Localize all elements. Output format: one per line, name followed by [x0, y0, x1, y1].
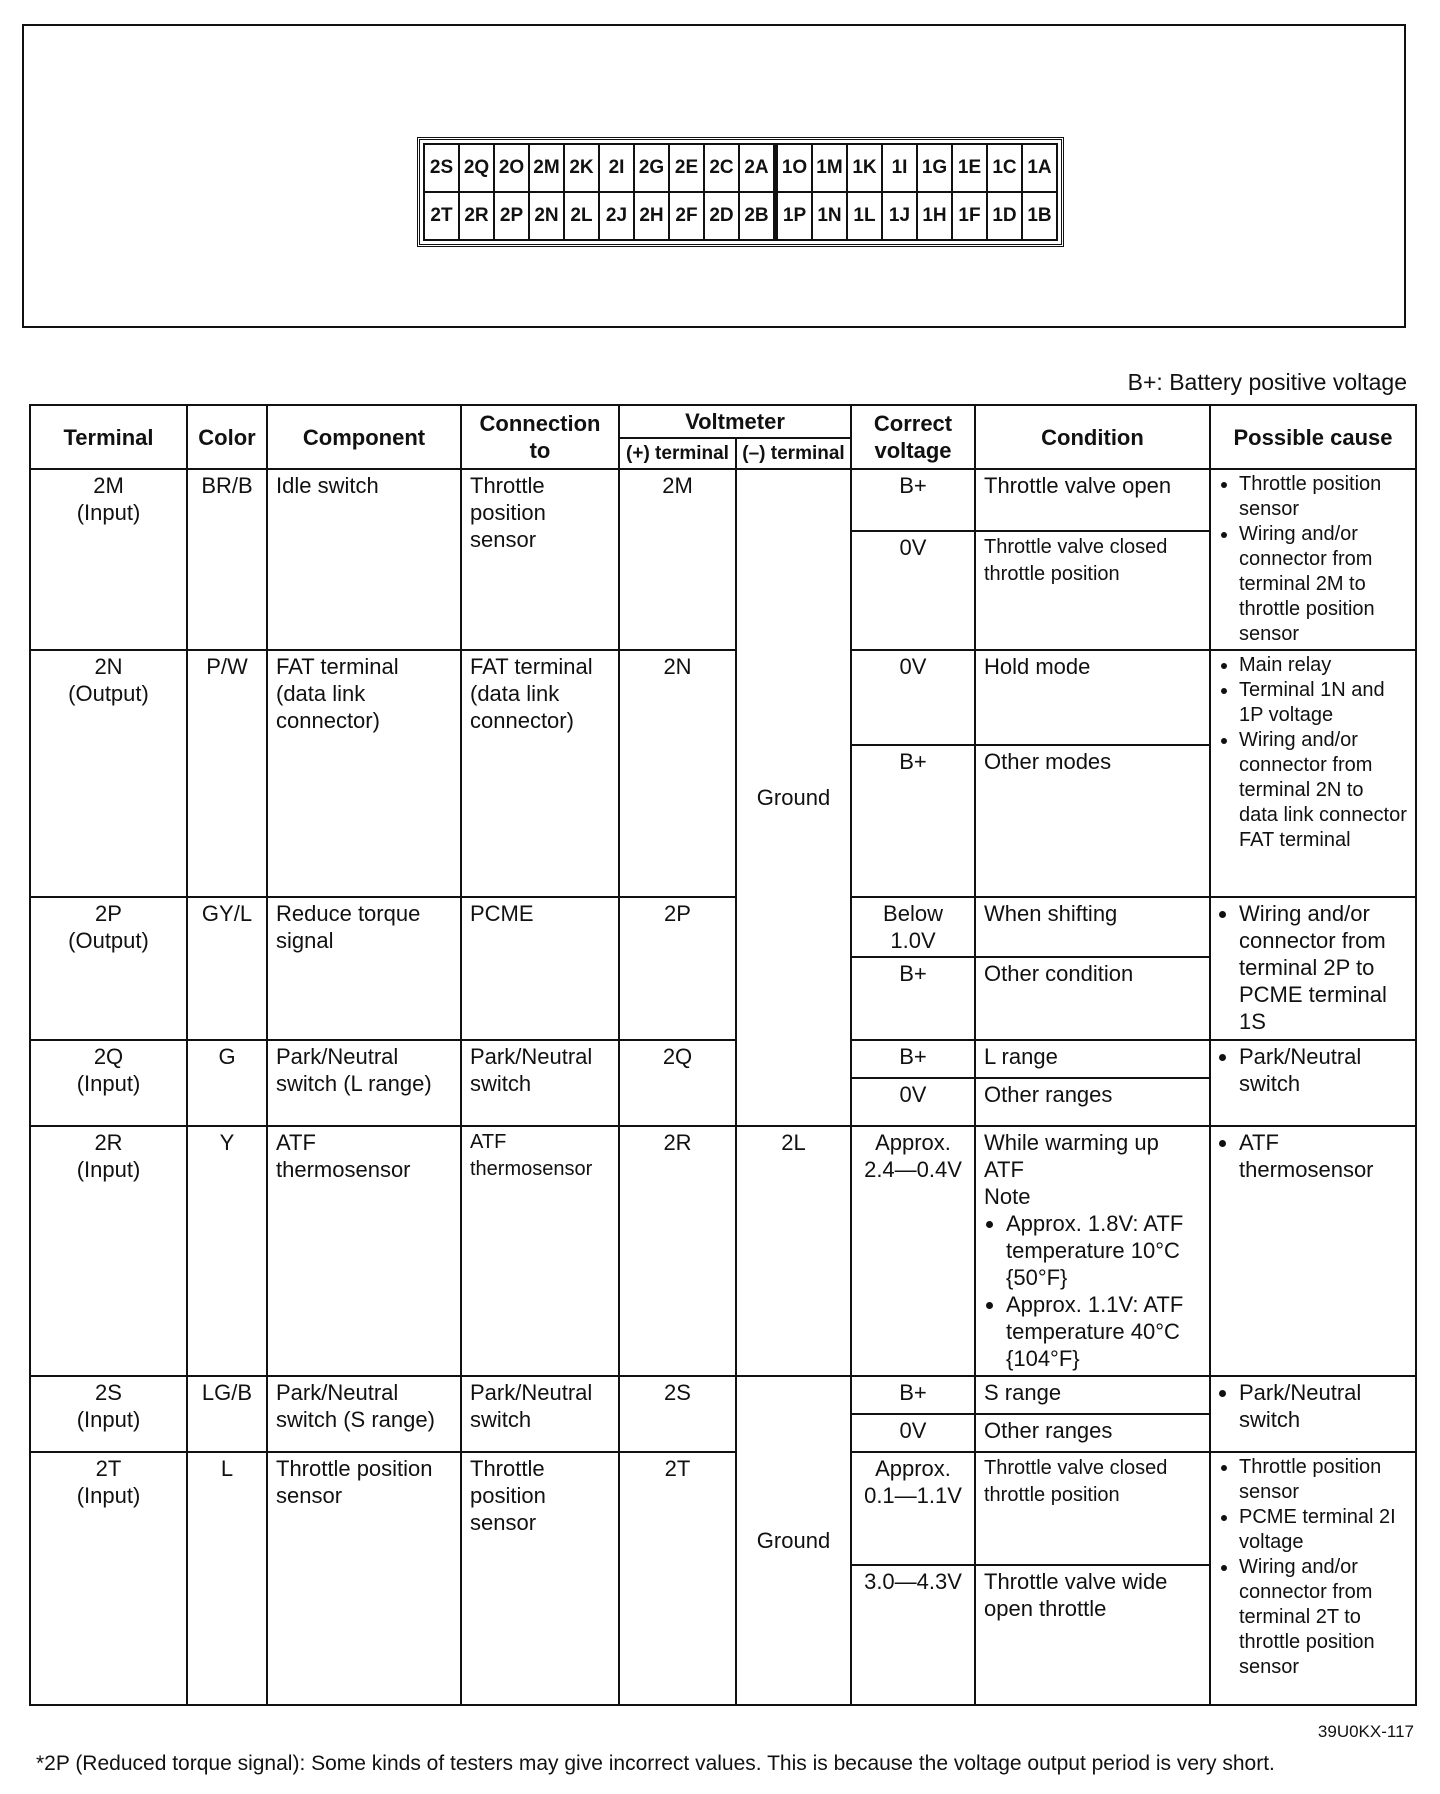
cause-item: • Main relay [1239, 653, 1407, 678]
color-cell: BR/B [187, 469, 267, 650]
color-cell: LG/B [187, 1376, 267, 1452]
pin: 1N [812, 192, 847, 240]
terminal-cell: 2N (Output) [30, 650, 187, 897]
plus-terminal-cell: 2S [619, 1376, 736, 1452]
header-terminal: Terminal [30, 405, 187, 469]
pin: 2M [529, 144, 564, 192]
voltage-cell: B+ [851, 469, 975, 531]
pin: 2B [739, 192, 776, 240]
pin: 2G [634, 144, 669, 192]
pin: 2N [529, 192, 564, 240]
color-cell: G [187, 1040, 267, 1126]
pin: 2R [459, 192, 494, 240]
pin: 2L [564, 192, 599, 240]
cause-item: • Wiring and/or connector from terminal 2T to throttle position sensor [1239, 1555, 1407, 1680]
connection-cell: PCME [461, 897, 619, 1040]
pin: 2A [739, 144, 776, 192]
component-cell: ATF thermosensor [267, 1126, 461, 1376]
header-possible-cause: Possible cause [1210, 405, 1416, 469]
pin: 1D [987, 192, 1022, 240]
component-cell: FAT terminal (data link connector) [267, 650, 461, 897]
pin: 1G [917, 144, 952, 192]
minus-terminal-ground-cell: Ground [736, 1376, 851, 1705]
pin: 2T [424, 192, 459, 240]
voltage-cell: 0V [851, 1078, 975, 1126]
component-cell: Throttle position sensor [267, 1452, 461, 1705]
header-connection-to: Connection to [461, 405, 619, 469]
note-item: • Approx. 1.1V: ATF temperature 40°C {104°F} [1006, 1291, 1201, 1372]
cause-item: • Park/Neutral switch [1239, 1043, 1407, 1097]
header-minus-terminal: (–) terminal [736, 438, 851, 469]
condition-cell: Other ranges [975, 1414, 1210, 1452]
pin: 1E [952, 144, 987, 192]
cause-cell [1210, 1376, 1416, 1452]
terminal-cell: 2M (Input) [30, 469, 187, 650]
color-cell: L [187, 1452, 267, 1705]
terminal-inspection-table [29, 404, 1417, 1706]
plus-terminal-cell: 2M [619, 469, 736, 650]
pin: 2J [599, 192, 634, 240]
pin: 1J [882, 192, 917, 240]
header-color: Color [187, 405, 267, 469]
connector-diagram-frame [22, 24, 1406, 328]
plus-terminal-cell: 2Q [619, 1040, 736, 1126]
voltage-cell: Below 1.0V [851, 897, 975, 957]
cause-cell [1210, 1126, 1416, 1376]
cause-cell [1210, 469, 1416, 650]
header-component: Component [267, 405, 461, 469]
pin: 1C [987, 144, 1022, 192]
condition-cell: S range [975, 1376, 1210, 1414]
voltage-cell: 0V [851, 650, 975, 745]
voltage-cell: 0V [851, 531, 975, 650]
pin: 1F [952, 192, 987, 240]
pin: 2I [599, 144, 634, 192]
voltage-cell: B+ [851, 1376, 975, 1414]
terminal-cell: 2Q (Input) [30, 1040, 187, 1126]
voltage-cell: B+ [851, 957, 975, 1040]
cause-cell [1210, 1040, 1416, 1126]
note-item: • Approx. 1.8V: ATF temperature 10°C {50°F} [1006, 1210, 1201, 1291]
condition-text: While warming up ATF [984, 1130, 1159, 1182]
plus-terminal-cell: 2R [619, 1126, 736, 1376]
pin: 1I [882, 144, 917, 192]
connector-pin-grid [423, 143, 1058, 241]
cause-item: • ATF thermosensor [1239, 1129, 1407, 1183]
condition-cell [975, 1126, 1210, 1376]
condition-cell: Hold mode [975, 650, 1210, 745]
color-cell: P/W [187, 650, 267, 897]
table-row [30, 469, 1416, 531]
connection-cell: Park/Neutral switch [461, 1040, 619, 1126]
pin: 1M [812, 144, 847, 192]
cause-cell [1210, 650, 1416, 897]
condition-cell: Throttle valve wide open throttle [975, 1565, 1210, 1705]
connector-diagram [417, 137, 1064, 247]
table-row [30, 650, 1416, 745]
condition-cell: Throttle valve closed throttle position [975, 531, 1210, 650]
pin: 1O [776, 144, 813, 192]
pin: 2S [424, 144, 459, 192]
pin: 1B [1022, 192, 1057, 240]
voltage-cell: 0V [851, 1414, 975, 1452]
connector-bottom-row [424, 192, 1057, 240]
terminal-cell: 2T (Input) [30, 1452, 187, 1705]
pin: 1P [776, 192, 813, 240]
color-cell: Y [187, 1126, 267, 1376]
voltage-cell: B+ [851, 1040, 975, 1078]
component-cell: Park/Neutral switch (L range) [267, 1040, 461, 1126]
terminal-cell: 2P (Output) [30, 897, 187, 1040]
component-cell: Reduce torque signal [267, 897, 461, 1040]
header-condition: Condition [975, 405, 1210, 469]
voltage-cell: Approx. 0.1—1.1V [851, 1452, 975, 1565]
color-cell: GY/L [187, 897, 267, 1040]
condition-cell: L range [975, 1040, 1210, 1078]
pin: 1L [847, 192, 882, 240]
pin: 2H [634, 192, 669, 240]
terminal-cell: 2S (Input) [30, 1376, 187, 1452]
table-row [30, 1040, 1416, 1078]
plus-terminal-cell: 2P [619, 897, 736, 1040]
pin: 2C [704, 144, 739, 192]
table-row [30, 1376, 1416, 1414]
pin: 2D [704, 192, 739, 240]
header-row [30, 405, 1416, 438]
cause-item: • Throttle position sensor [1239, 472, 1407, 522]
legend-note: B+: Battery positive voltage [1127, 369, 1407, 395]
cause-item: • PCME terminal 2I voltage [1239, 1505, 1407, 1555]
component-cell: Park/Neutral switch (S range) [267, 1376, 461, 1452]
pin: 2O [494, 144, 529, 192]
terminal-cell: 2R (Input) [30, 1126, 187, 1376]
plus-terminal-cell: 2N [619, 650, 736, 897]
voltage-cell: Approx. 2.4—0.4V [851, 1126, 975, 1376]
condition-cell: Throttle valve open [975, 469, 1210, 531]
minus-terminal-cell: 2L [736, 1126, 851, 1376]
pin: 2F [669, 192, 704, 240]
cause-item: • Wiring and/or connector from terminal 2P to PCME terminal 1S [1239, 900, 1407, 1035]
connection-cell: Park/Neutral switch [461, 1376, 619, 1452]
connection-cell: Throttle position sensor [461, 1452, 619, 1705]
condition-cell: Other condition [975, 957, 1210, 1040]
note-label: Note [984, 1184, 1031, 1209]
voltage-cell: B+ [851, 745, 975, 897]
footnote: *2P (Reduced torque signal): Some kinds of testers may give incorrect values. This is because the voltage output period is very short. [36, 1752, 1275, 1775]
connector-top-row [424, 144, 1057, 192]
header-voltmeter: Voltmeter [619, 405, 851, 438]
minus-terminal-ground-cell: Ground [736, 469, 851, 1126]
cause-item: • Wiring and/or connector from terminal 2N to data link connector FAT terminal [1239, 728, 1407, 853]
component-cell: Idle switch [267, 469, 461, 650]
figure-id: 39U0KX-117 [1317, 1722, 1414, 1741]
pin: 2E [669, 144, 704, 192]
condition-cell: Other modes [975, 745, 1210, 897]
cause-item: • Terminal 1N and 1P voltage [1239, 678, 1407, 728]
header-plus-terminal: (+) terminal [619, 438, 736, 469]
cause-item: • Wiring and/or connector from terminal 2M to throttle position sensor [1239, 522, 1407, 647]
condition-cell: When shifting [975, 897, 1210, 957]
pin: 2K [564, 144, 599, 192]
cause-item: • Throttle position sensor [1239, 1455, 1407, 1505]
table-row [30, 1452, 1416, 1565]
pin: 1A [1022, 144, 1057, 192]
connection-cell: ATF thermosensor [461, 1126, 619, 1376]
condition-cell: Other ranges [975, 1078, 1210, 1126]
pin: 1H [917, 192, 952, 240]
pin: 1K [847, 144, 882, 192]
condition-cell: Throttle valve closed throttle position [975, 1452, 1210, 1565]
cause-cell [1210, 897, 1416, 1040]
header-correct-voltage: Correct voltage [851, 405, 975, 469]
pin: 2Q [459, 144, 494, 192]
connection-cell: FAT terminal (data link connector) [461, 650, 619, 897]
plus-terminal-cell: 2T [619, 1452, 736, 1705]
cause-item: • Park/Neutral switch [1239, 1379, 1407, 1433]
voltage-cell: 3.0—4.3V [851, 1565, 975, 1705]
cause-cell [1210, 1452, 1416, 1705]
table-row [30, 897, 1416, 957]
table-row [30, 1126, 1416, 1376]
pin: 2P [494, 192, 529, 240]
connection-cell: Throttle position sensor [461, 469, 619, 650]
